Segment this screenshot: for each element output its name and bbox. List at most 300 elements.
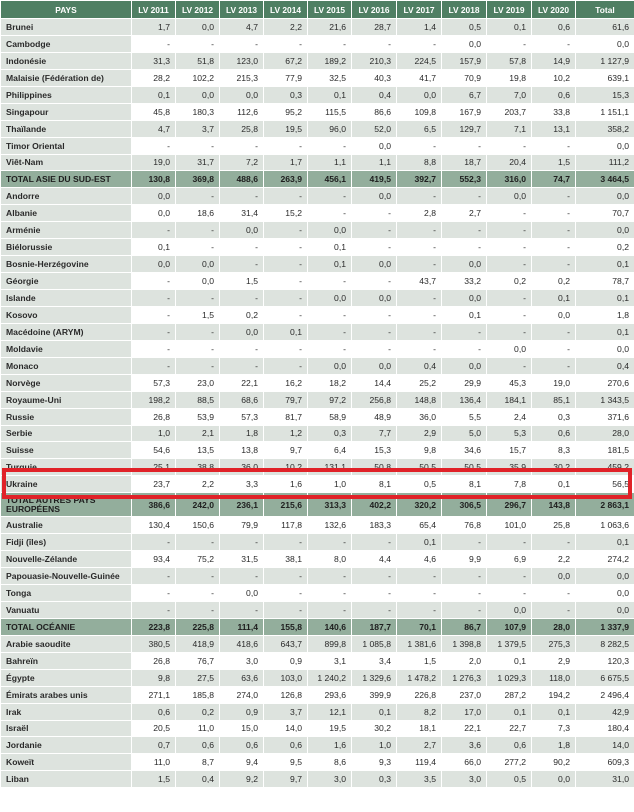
value-cell: 130,4	[132, 517, 176, 534]
value-cell: 9,7	[264, 442, 308, 459]
value-cell: 14,4	[352, 374, 397, 391]
value-cell: 7,7	[352, 425, 397, 442]
value-cell: 28,0	[576, 425, 634, 442]
value-cell: -	[220, 137, 264, 154]
value-cell: 0,0	[132, 205, 176, 222]
country-cell: Brunei	[1, 19, 132, 36]
value-cell: -	[487, 222, 532, 239]
value-cell: -	[176, 601, 220, 618]
value-cell: -	[487, 256, 532, 273]
value-cell: 130,8	[132, 171, 176, 188]
country-cell: Serbie	[1, 425, 132, 442]
value-cell: 9,9	[442, 551, 487, 568]
value-cell: -	[176, 340, 220, 357]
value-cell: -	[220, 340, 264, 357]
value-cell: -	[442, 137, 487, 154]
value-cell: -	[352, 306, 397, 323]
value-cell: -	[532, 585, 576, 602]
value-cell: 0,9	[264, 652, 308, 669]
value-cell: 88,5	[176, 391, 220, 408]
value-cell: 1,8	[532, 737, 576, 754]
value-cell: 67,2	[264, 52, 308, 69]
value-cell: -	[220, 601, 264, 618]
value-cell: 275,3	[532, 635, 576, 652]
value-cell: 132,6	[308, 517, 352, 534]
value-cell: 81,7	[264, 408, 308, 425]
value-cell: 0,0	[352, 137, 397, 154]
value-cell: 111,4	[220, 618, 264, 635]
value-cell: 57,3	[132, 374, 176, 391]
value-cell: 57,3	[220, 408, 264, 425]
value-cell: 6,7	[442, 86, 487, 103]
value-cell: 93,4	[132, 551, 176, 568]
value-cell: -	[308, 205, 352, 222]
value-cell: 79,9	[220, 517, 264, 534]
value-cell: 7,2	[220, 154, 264, 171]
value-cell: 0,0	[487, 340, 532, 357]
value-cell: 126,8	[264, 686, 308, 703]
value-cell: 1 063,6	[576, 517, 634, 534]
value-cell: 6,5	[397, 120, 442, 137]
value-cell: -	[132, 568, 176, 585]
country-cell: Norvège	[1, 374, 132, 391]
value-cell: 112,6	[220, 103, 264, 120]
value-cell: 5,3	[487, 425, 532, 442]
value-cell: 19,0	[132, 154, 176, 171]
value-cell: 6,4	[308, 442, 352, 459]
value-cell: 150,6	[176, 517, 220, 534]
value-cell: 7,1	[487, 120, 532, 137]
country-cell: Philippines	[1, 86, 132, 103]
value-cell: -	[264, 601, 308, 618]
value-cell: 0,1	[132, 86, 176, 103]
value-cell: 123,0	[220, 52, 264, 69]
value-cell: 0,1	[576, 534, 634, 551]
value-cell: 36,0	[220, 459, 264, 476]
value-cell: 274,0	[220, 686, 264, 703]
value-cell: 270,6	[576, 374, 634, 391]
value-cell: 9,8	[132, 669, 176, 686]
value-cell: 86,7	[442, 618, 487, 635]
value-cell: 31,4	[220, 205, 264, 222]
value-cell: -	[264, 357, 308, 374]
country-cell: TOTAL AUTRES PAYS EUROPÉENS	[1, 493, 132, 517]
value-cell: 111,2	[576, 154, 634, 171]
value-cell: 0,0	[220, 86, 264, 103]
value-cell: -	[176, 585, 220, 602]
value-cell: 0,0	[220, 222, 264, 239]
value-cell: 52,0	[352, 120, 397, 137]
value-cell: -	[532, 256, 576, 273]
value-cell: -	[132, 601, 176, 618]
value-cell: 180,3	[176, 103, 220, 120]
value-cell: 7,0	[487, 86, 532, 103]
table-row	[1, 306, 634, 323]
value-cell: 0,1	[308, 256, 352, 273]
value-cell: 293,6	[308, 686, 352, 703]
total-row	[1, 618, 634, 635]
value-cell: -	[532, 323, 576, 340]
value-cell: -	[264, 585, 308, 602]
value-cell: -	[397, 35, 442, 52]
value-cell: 97,2	[308, 391, 352, 408]
table-row	[1, 585, 634, 602]
value-cell: 198,2	[132, 391, 176, 408]
value-cell: 61,6	[576, 19, 634, 36]
value-cell: 95,2	[264, 103, 308, 120]
country-cell: Malaisie (Fédération de)	[1, 69, 132, 86]
country-cell: Andorre	[1, 188, 132, 205]
value-cell: 45,3	[487, 374, 532, 391]
value-cell: 1 398,8	[442, 635, 487, 652]
value-cell: -	[176, 568, 220, 585]
value-cell: 0,4	[176, 771, 220, 788]
country-cell: Suisse	[1, 442, 132, 459]
value-cell: 223,8	[132, 618, 176, 635]
value-cell: -	[308, 137, 352, 154]
total-row	[1, 171, 634, 188]
table-row	[1, 188, 634, 205]
value-cell: 1,0	[352, 737, 397, 754]
value-cell: 50,5	[442, 459, 487, 476]
value-cell: 609,3	[576, 754, 634, 771]
table-row	[1, 517, 634, 534]
value-cell: -	[176, 137, 220, 154]
value-cell: 8,6	[308, 754, 352, 771]
value-cell: 4,6	[397, 551, 442, 568]
value-cell: 2 863,1	[576, 493, 634, 517]
value-cell: 3,0	[442, 771, 487, 788]
value-cell: -	[352, 568, 397, 585]
table-row	[1, 442, 634, 459]
column-header: LV 2015	[308, 1, 352, 19]
value-cell: -	[264, 568, 308, 585]
table-row	[1, 374, 634, 391]
value-cell: 0,0	[176, 273, 220, 290]
value-cell: -	[308, 323, 352, 340]
value-cell: -	[397, 188, 442, 205]
table-row	[1, 52, 634, 69]
table-row	[1, 120, 634, 137]
country-cell: Ukraine	[1, 476, 132, 493]
value-cell: 0,4	[397, 357, 442, 374]
table-row	[1, 408, 634, 425]
value-cell: -	[532, 137, 576, 154]
value-cell: -	[352, 239, 397, 256]
value-cell: 0,1	[308, 239, 352, 256]
value-cell: 639,1	[576, 69, 634, 86]
value-cell: 0,3	[352, 771, 397, 788]
value-cell: 3 464,5	[576, 171, 634, 188]
value-cell: 899,8	[308, 635, 352, 652]
value-cell: -	[176, 534, 220, 551]
country-cell: Israël	[1, 720, 132, 737]
value-cell: -	[220, 534, 264, 551]
value-cell: 3,7	[264, 703, 308, 720]
value-cell: -	[487, 35, 532, 52]
value-cell: 7,3	[532, 720, 576, 737]
column-header: LV 2019	[487, 1, 532, 19]
value-cell: 0,3	[308, 425, 352, 442]
value-cell: 6 675,5	[576, 669, 634, 686]
value-cell: 1,5	[132, 771, 176, 788]
column-header: LV 2020	[532, 1, 576, 19]
value-cell: -	[487, 205, 532, 222]
value-cell: 68,6	[220, 391, 264, 408]
value-cell: 48,9	[352, 408, 397, 425]
value-cell: 1 127,9	[576, 52, 634, 69]
value-cell: 65,4	[397, 517, 442, 534]
value-cell: 101,0	[487, 517, 532, 534]
value-cell: 40,3	[352, 69, 397, 86]
value-cell: 371,6	[576, 408, 634, 425]
value-cell: 0,0	[308, 357, 352, 374]
value-cell: 25,8	[532, 517, 576, 534]
value-cell: 0,1	[352, 703, 397, 720]
value-cell: 1 381,6	[397, 635, 442, 652]
value-cell: 277,2	[487, 754, 532, 771]
value-cell: 2,0	[442, 652, 487, 669]
country-cell: Turquie	[1, 459, 132, 476]
value-cell: -	[176, 239, 220, 256]
value-cell: -	[220, 188, 264, 205]
table-row	[1, 391, 634, 408]
value-cell: 242,0	[176, 493, 220, 517]
value-cell: -	[487, 585, 532, 602]
value-cell: 33,2	[442, 273, 487, 290]
value-cell: 210,3	[352, 52, 397, 69]
value-cell: 56,5	[576, 476, 634, 493]
value-cell: 0,1	[397, 534, 442, 551]
value-cell: -	[264, 35, 308, 52]
value-cell: 136,4	[442, 391, 487, 408]
value-cell: 17,0	[442, 703, 487, 720]
value-cell: 0,1	[532, 476, 576, 493]
value-cell: -	[352, 534, 397, 551]
value-cell: -	[487, 306, 532, 323]
value-cell: 1,5	[532, 154, 576, 171]
value-cell: -	[532, 35, 576, 52]
table-row	[1, 771, 634, 788]
value-cell: 2,2	[532, 551, 576, 568]
country-cell: Nouvelle-Zélande	[1, 551, 132, 568]
value-cell: 0,0	[132, 188, 176, 205]
value-cell: 402,2	[352, 493, 397, 517]
value-cell: 0,0	[532, 568, 576, 585]
table-row	[1, 35, 634, 52]
value-cell: 0,1	[442, 306, 487, 323]
value-cell: 14,0	[576, 737, 634, 754]
value-cell: 215,6	[264, 493, 308, 517]
value-cell: -	[176, 222, 220, 239]
value-cell: 41,7	[397, 69, 442, 86]
value-cell: 20,5	[132, 720, 176, 737]
value-cell: -	[487, 534, 532, 551]
value-cell: 8,1	[352, 476, 397, 493]
value-cell: 22,7	[487, 720, 532, 737]
value-cell: 2,7	[442, 205, 487, 222]
value-cell: 1,5	[220, 273, 264, 290]
value-cell: 185,8	[176, 686, 220, 703]
value-cell: -	[308, 188, 352, 205]
value-cell: 131,1	[308, 459, 352, 476]
value-cell: 54,6	[132, 442, 176, 459]
value-cell: -	[352, 205, 397, 222]
value-cell: 1 379,5	[487, 635, 532, 652]
value-cell: 2,9	[532, 652, 576, 669]
value-cell: 0,1	[264, 323, 308, 340]
value-cell: -	[264, 188, 308, 205]
value-cell: 0,1	[532, 703, 576, 720]
value-cell: 28,7	[352, 19, 397, 36]
value-cell: 7,8	[487, 476, 532, 493]
value-cell: 26,8	[132, 652, 176, 669]
value-cell: 287,2	[487, 686, 532, 703]
table-row	[1, 754, 634, 771]
value-cell: -	[442, 585, 487, 602]
value-cell: 15,7	[487, 442, 532, 459]
value-cell: 22,1	[220, 374, 264, 391]
value-cell: -	[308, 585, 352, 602]
value-cell: 8,1	[442, 476, 487, 493]
value-cell: 167,9	[442, 103, 487, 120]
value-cell: 75,2	[176, 551, 220, 568]
value-cell: 0,4	[576, 357, 634, 374]
value-cell: 0,1	[132, 239, 176, 256]
table-row	[1, 137, 634, 154]
value-cell: -	[352, 273, 397, 290]
value-cell: 13,5	[176, 442, 220, 459]
value-cell: -	[264, 290, 308, 307]
value-cell: 117,8	[264, 517, 308, 534]
country-cell: Monaco	[1, 357, 132, 374]
value-cell: -	[220, 35, 264, 52]
value-cell: 28,2	[132, 69, 176, 86]
value-cell: -	[532, 188, 576, 205]
value-cell: 0,6	[532, 19, 576, 36]
value-cell: 0,5	[397, 476, 442, 493]
value-cell: -	[308, 340, 352, 357]
value-cell: 70,9	[442, 69, 487, 86]
value-cell: 0,7	[132, 737, 176, 754]
value-cell: 274,2	[576, 551, 634, 568]
column-header: LV 2018	[442, 1, 487, 19]
value-cell: -	[487, 239, 532, 256]
value-cell: 3,5	[397, 771, 442, 788]
value-cell: 0,6	[532, 86, 576, 103]
value-cell: 0,0	[576, 601, 634, 618]
value-cell: -	[397, 585, 442, 602]
value-cell: -	[264, 256, 308, 273]
table-row	[1, 357, 634, 374]
value-cell: 1,0	[308, 476, 352, 493]
column-header: LV 2014	[264, 1, 308, 19]
value-cell: 32,5	[308, 69, 352, 86]
column-header: LV 2017	[397, 1, 442, 19]
value-cell: 3,4	[352, 652, 397, 669]
value-cell: -	[532, 222, 576, 239]
value-cell: 4,7	[220, 19, 264, 36]
value-cell: 8 282,5	[576, 635, 634, 652]
value-cell: -	[532, 357, 576, 374]
value-cell: 1,5	[397, 652, 442, 669]
value-cell: 0,0	[576, 188, 634, 205]
table-row	[1, 601, 634, 618]
value-cell: -	[308, 601, 352, 618]
value-cell: 18,2	[308, 374, 352, 391]
country-cell: Fidji (îles)	[1, 534, 132, 551]
value-cell: 1,8	[576, 306, 634, 323]
value-cell: -	[532, 534, 576, 551]
value-cell: 10,2	[264, 459, 308, 476]
value-cell: 143,8	[532, 493, 576, 517]
value-cell: -	[176, 290, 220, 307]
value-cell: 51,8	[176, 52, 220, 69]
value-cell: 9,7	[264, 771, 308, 788]
value-cell: 0,3	[532, 408, 576, 425]
value-cell: 187,7	[352, 618, 397, 635]
value-cell: 2,2	[176, 476, 220, 493]
value-cell: 120,3	[576, 652, 634, 669]
table-row	[1, 476, 634, 493]
column-header: LV 2011	[132, 1, 176, 19]
value-cell: 189,2	[308, 52, 352, 69]
value-cell: 1 151,1	[576, 103, 634, 120]
value-cell: 0,1	[576, 290, 634, 307]
table-row	[1, 551, 634, 568]
value-cell: 0,6	[176, 737, 220, 754]
table-row	[1, 205, 634, 222]
value-cell: 148,8	[397, 391, 442, 408]
table-row	[1, 652, 634, 669]
value-cell: 5,0	[442, 425, 487, 442]
value-cell: 30,2	[532, 459, 576, 476]
value-cell: 30,2	[352, 720, 397, 737]
value-cell: 358,2	[576, 120, 634, 137]
value-cell: 140,6	[308, 618, 352, 635]
value-cell: 13,8	[220, 442, 264, 459]
value-cell: 107,9	[487, 618, 532, 635]
country-cell: Arabie saoudite	[1, 635, 132, 652]
value-cell: 42,9	[576, 703, 634, 720]
value-cell: 22,1	[442, 720, 487, 737]
value-cell: -	[397, 137, 442, 154]
value-cell: 0,0	[176, 256, 220, 273]
value-cell: -	[308, 534, 352, 551]
value-cell: 256,8	[352, 391, 397, 408]
column-header: LV 2016	[352, 1, 397, 19]
value-cell: 2 496,4	[576, 686, 634, 703]
value-cell: -	[132, 222, 176, 239]
value-cell: 0,4	[352, 86, 397, 103]
country-cell: Papouasie-Nouvelle-Guinée	[1, 568, 132, 585]
value-cell: -	[397, 601, 442, 618]
value-cell: -	[487, 357, 532, 374]
country-cell: Islande	[1, 290, 132, 307]
value-cell: 31,5	[220, 551, 264, 568]
value-cell: 9,3	[352, 754, 397, 771]
value-cell: 50,8	[352, 459, 397, 476]
value-cell: -	[532, 601, 576, 618]
value-cell: 86,6	[352, 103, 397, 120]
country-cell: Kosovo	[1, 306, 132, 323]
value-cell: 0,0	[442, 35, 487, 52]
value-cell: 0,0	[352, 188, 397, 205]
value-cell: 1 337,9	[576, 618, 634, 635]
value-cell: 129,7	[442, 120, 487, 137]
table-row	[1, 568, 634, 585]
table-row	[1, 425, 634, 442]
